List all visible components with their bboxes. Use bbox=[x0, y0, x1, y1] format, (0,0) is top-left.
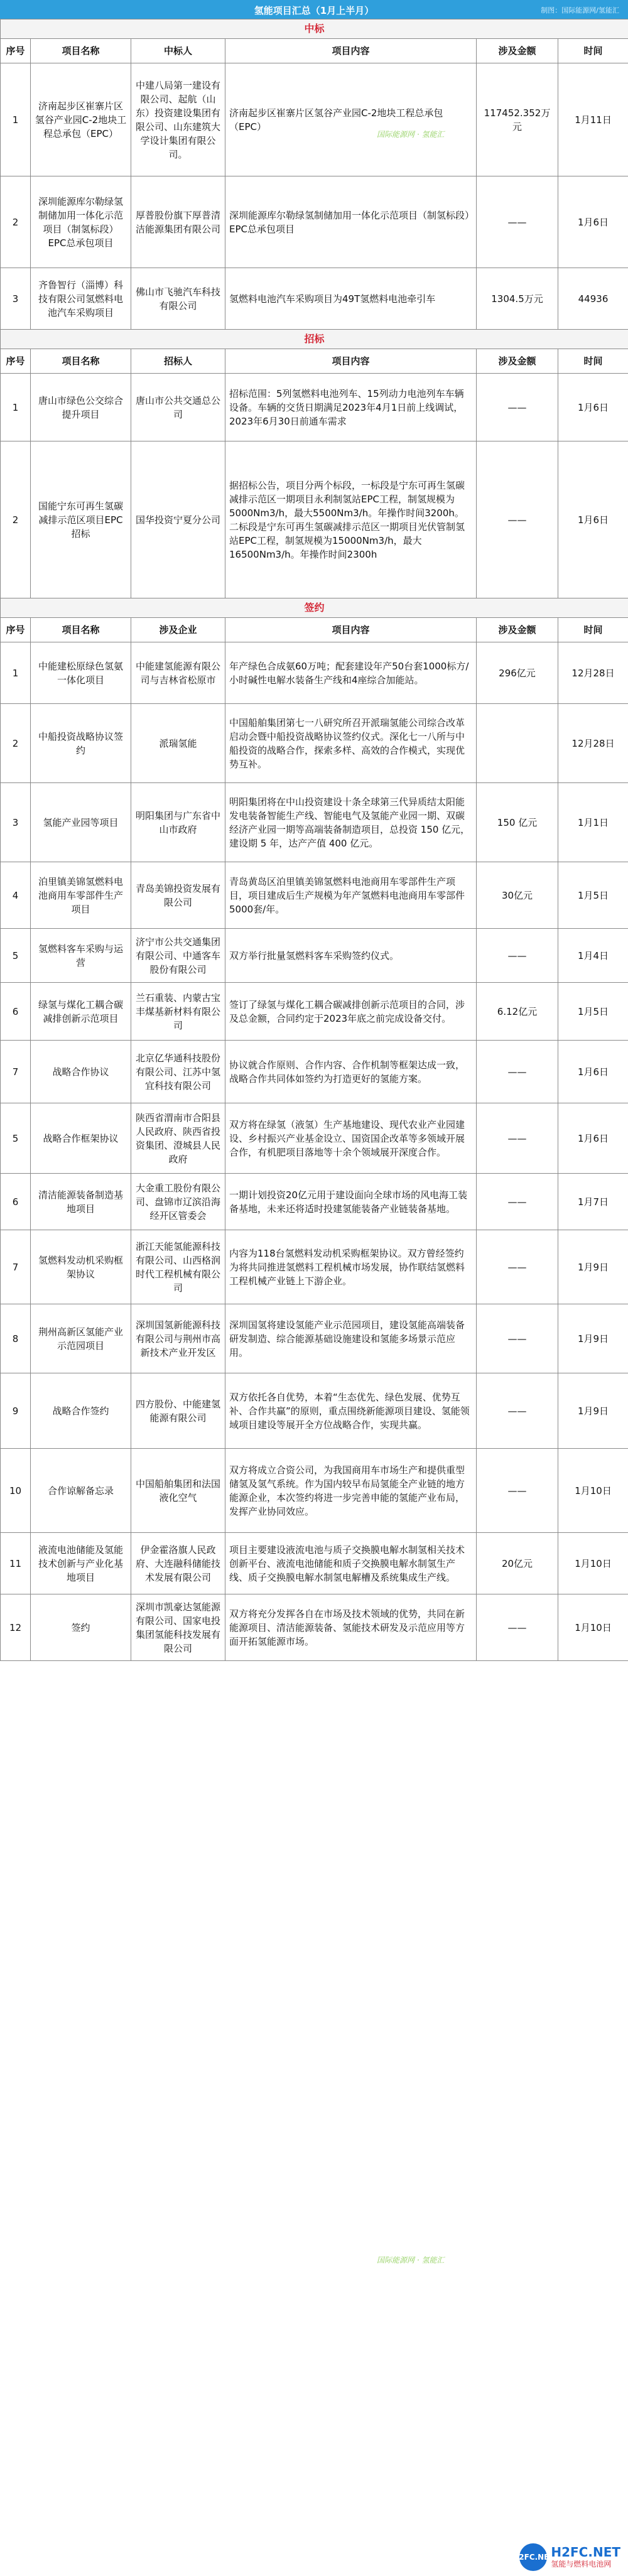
date: 1月10日 bbox=[558, 1533, 628, 1594]
amount: 296亿元 bbox=[477, 642, 558, 704]
party-name: 深圳市凯豪达氢能源有限公司、国家电投集团氢能科技发展有限公司 bbox=[131, 1594, 225, 1661]
table-row bbox=[1, 268, 628, 330]
amount: —— bbox=[477, 1103, 558, 1174]
project-name: 清洁能源装备制造基地项目 bbox=[31, 1174, 131, 1230]
project-name: 合作谅解备忘录 bbox=[31, 1449, 131, 1533]
watermark: 国际能源网 · 氢能汇 bbox=[377, 130, 445, 139]
title-bar bbox=[0, 0, 628, 19]
project-name: 国能宁东可再生氢碳减排示范区项目EPC招标 bbox=[31, 441, 131, 598]
project-name: 战略合作协议 bbox=[31, 1041, 131, 1103]
amount: 150 亿元 bbox=[477, 783, 558, 862]
row-number: 2 bbox=[1, 441, 31, 598]
row-number: 6 bbox=[1, 1174, 31, 1230]
amount: —— bbox=[477, 1373, 558, 1449]
date: 12月28日 bbox=[558, 642, 628, 704]
table-row bbox=[1, 441, 628, 598]
logo-badge: H2FC.NET bbox=[519, 2543, 547, 2571]
party-name: 陕西省渭南市合阳县人民政府、陕西省投资集团、澄城县人民政府 bbox=[131, 1103, 225, 1174]
party-name: 浙江天能氢能源科技有限公司、山西格润时代工程机械有限公司 bbox=[131, 1230, 225, 1304]
column-header: 涉及企业 bbox=[131, 618, 225, 642]
row-number: 4 bbox=[1, 862, 31, 929]
project-name: 氢能产业园等项目 bbox=[31, 783, 131, 862]
date: 12月28日 bbox=[558, 704, 628, 783]
column-header: 项目内容 bbox=[225, 349, 477, 374]
date: 1月9日 bbox=[558, 1373, 628, 1449]
table-row bbox=[1, 929, 628, 983]
column-header: 涉及金额 bbox=[477, 39, 558, 63]
amount: 117452.352万元 bbox=[477, 63, 558, 176]
project-content: 中国船舶集团第七一八研究所召开派瑞氢能公司综合改革启动会暨中船投资战略协议签约仪式。深化七一八所与中船投资的战略合作，探索多样、高效的合作模式，实现优势互补。 bbox=[225, 704, 477, 783]
table-row bbox=[1, 1304, 628, 1373]
party-name: 中能建氢能源有限公司与吉林省松原市 bbox=[131, 642, 225, 704]
row-number: 2 bbox=[1, 176, 31, 268]
column-header: 时间 bbox=[558, 349, 628, 374]
amount: —— bbox=[477, 1230, 558, 1304]
date: 1月6日 bbox=[558, 374, 628, 441]
row-number: 8 bbox=[1, 1304, 31, 1373]
section-header bbox=[1, 598, 628, 618]
amount bbox=[477, 704, 558, 783]
row-number: 11 bbox=[1, 1533, 31, 1594]
party-name: 厚普股份旗下厚普清洁能源集团有限公司 bbox=[131, 176, 225, 268]
projects-table bbox=[0, 19, 628, 1661]
project-name: 泊里镇美锦氢燃料电池商用车零部件生产项目 bbox=[31, 862, 131, 929]
column-header: 涉及金额 bbox=[477, 349, 558, 374]
date: 1月5日 bbox=[558, 862, 628, 929]
column-header: 时间 bbox=[558, 618, 628, 642]
section-title: 招标 bbox=[1, 330, 628, 349]
table-row bbox=[1, 862, 628, 929]
row-number: 5 bbox=[1, 929, 31, 983]
project-name: 深圳能源库尔勒绿氢制储加用一体化示范项目（制氢标段）EPC总承包项目 bbox=[31, 176, 131, 268]
column-header: 涉及金额 bbox=[477, 618, 558, 642]
party-name: 国华投资宁夏分公司 bbox=[131, 441, 225, 598]
project-content: 双方将充分发挥各自在市场及技术领域的优势，共同在新能源项目、清洁能源装备、氢能技术研发及示范应用等方面开拓氢能源市场。 bbox=[225, 1594, 477, 1661]
table-row bbox=[1, 1103, 628, 1174]
date: 1月6日 bbox=[558, 176, 628, 268]
source-credit: 制图：国际能源网/氢能汇 bbox=[541, 6, 619, 14]
site-logo bbox=[512, 2543, 620, 2571]
table-row bbox=[1, 1594, 628, 1661]
amount: —— bbox=[477, 1449, 558, 1533]
table-row bbox=[1, 783, 628, 862]
column-header: 项目内容 bbox=[225, 39, 477, 63]
project-name: 中能建松原绿色氢氨一体化项目 bbox=[31, 642, 131, 704]
project-content: 氢燃料电池汽车采购项目为49T氢燃料电池牵引车 bbox=[225, 268, 477, 330]
amount: —— bbox=[477, 1594, 558, 1661]
party-name: 北京亿华通科技股份有限公司、江苏中氢宜科技有限公司 bbox=[131, 1041, 225, 1103]
project-content: 项目主要建设液流电池与质子交换膜电解水制氢相关技术创新平台、液流电池储能和质子交换膜电解水制氢生产线、质子交换膜电解水制氢电解槽及系统集成生产线。 bbox=[225, 1533, 477, 1594]
date: 44936 bbox=[558, 268, 628, 330]
row-number: 7 bbox=[1, 1230, 31, 1304]
party-name: 中建八局第一建设有限公司、起航（山东）投资建设集团有限公司、山东建筑大学设计集团有限公司。 bbox=[131, 63, 225, 176]
project-name: 济南起步区崔寨片区氢谷产业园C-2地块工程总承包（EPC） bbox=[31, 63, 131, 176]
table-row bbox=[1, 1174, 628, 1230]
project-content: 双方将成立合资公司，为我国商用车市场生产和提供重型储氢及氢气系统。作为国内较早布局氢能全产业链的地方能源企业，本次签约将进一步完善申能的氢能产业布局，发挥产业协同效应。 bbox=[225, 1449, 477, 1533]
amount: —— bbox=[477, 176, 558, 268]
project-name: 唐山市绿色公交综合提升项目 bbox=[31, 374, 131, 441]
amount: 20亿元 bbox=[477, 1533, 558, 1594]
party-name: 济宁市公共交通集团有限公司、中通客车股份有限公司 bbox=[131, 929, 225, 983]
column-header: 项目内容 bbox=[225, 618, 477, 642]
date: 1月9日 bbox=[558, 1304, 628, 1373]
project-content: 内容为118台氢燃料发动机采购框架协议。双方曾经签约为将共同推进氢燃料工程机械市场发展，协作联结氢燃料工程机械产业链上下游企业。 bbox=[225, 1230, 477, 1304]
project-content: 双方依托各自优势，本着“生态优先、绿色发展、优势互补、合作共赢”的原则，重点围绕新能源项目建设、氢能领域项目建设等展开全方位战略合作，实现共赢。 bbox=[225, 1373, 477, 1449]
project-content: 双方举行批量氢燃料客车采购签约仪式。 bbox=[225, 929, 477, 983]
project-content: 招标范围：5列氢燃料电池列车、15列动力电池列车车辆设备。车辆的交货日期满足2023年4月1日前上线调试，2023年6月30日前通车需求 bbox=[225, 374, 477, 441]
date: 1月5日 bbox=[558, 983, 628, 1041]
date: 1月7日 bbox=[558, 1174, 628, 1230]
project-name: 签约 bbox=[31, 1594, 131, 1661]
date: 1月10日 bbox=[558, 1449, 628, 1533]
date: 1月6日 bbox=[558, 1041, 628, 1103]
table-row bbox=[1, 1533, 628, 1594]
row-number: 2 bbox=[1, 704, 31, 783]
project-content: 年产绿色合成氨60万吨；配套建设年产50台套1000标方/小时碱性电解水装备生产线和4座综合加能站。 bbox=[225, 642, 477, 704]
page-title: 氢能项目汇总（1月上半月） bbox=[254, 5, 374, 16]
table-row bbox=[1, 983, 628, 1041]
party-name: 佛山市飞驰汽车科技有限公司 bbox=[131, 268, 225, 330]
party-name: 唐山市公共交通总公司 bbox=[131, 374, 225, 441]
project-content: 深圳能源库尔勒绿氢制储加用一体化示范项目（制氢标段）EPC总承包项目 bbox=[225, 176, 477, 268]
table-row bbox=[1, 63, 628, 176]
amount: —— bbox=[477, 1304, 558, 1373]
project-name: 氢燃料发动机采购框架协议 bbox=[31, 1230, 131, 1304]
party-name: 明阳集团与广东省中山市政府 bbox=[131, 783, 225, 862]
row-number: 7 bbox=[1, 1041, 31, 1103]
row-number: 9 bbox=[1, 1373, 31, 1449]
project-name: 中船投资战略协议签约 bbox=[31, 704, 131, 783]
project-content: 济南起步区崔寨片区氢谷产业园C-2地块工程总承包（EPC） bbox=[225, 63, 477, 176]
table-row bbox=[1, 1230, 628, 1304]
table-row bbox=[1, 642, 628, 704]
project-name: 氢燃料客车采购与运营 bbox=[31, 929, 131, 983]
party-name: 青岛美锦投资发展有限公司 bbox=[131, 862, 225, 929]
row-number: 5 bbox=[1, 1103, 31, 1174]
amount: —— bbox=[477, 374, 558, 441]
column-header: 中标人 bbox=[131, 39, 225, 63]
section-header bbox=[1, 19, 628, 39]
column-header: 项目名称 bbox=[31, 349, 131, 374]
row-number: 12 bbox=[1, 1594, 31, 1661]
amount: —— bbox=[477, 1041, 558, 1103]
project-content: 双方将在绿氢（液氢）生产基地建设、现代农业产业园建设、乡村振兴产业基金设立、国资国企改革等多领域开展合作，有机肥项目落地等十余个领域展开深度合作。 bbox=[225, 1103, 477, 1174]
column-header-row bbox=[1, 39, 628, 63]
project-name: 液流电池储能及氢能技术创新与产业化基地项目 bbox=[31, 1533, 131, 1594]
date: 1月4日 bbox=[558, 929, 628, 983]
row-number: 1 bbox=[1, 642, 31, 704]
column-header-row bbox=[1, 618, 628, 642]
column-header: 招标人 bbox=[131, 349, 225, 374]
project-content: 签订了绿氢与煤化工耦合碳减排创新示范项目的合同，涉及总金额，合同约定于2023年底之前完成设备交付。 bbox=[225, 983, 477, 1041]
amount: 30亿元 bbox=[477, 862, 558, 929]
amount: 6.12亿元 bbox=[477, 983, 558, 1041]
project-name: 绿氢与煤化工耦合碳减排创新示范项目 bbox=[31, 983, 131, 1041]
section-header bbox=[1, 330, 628, 349]
party-name: 大金重工股份有限公司、盘锦市辽滨沿海经开区管委会 bbox=[131, 1174, 225, 1230]
amount: —— bbox=[477, 929, 558, 983]
project-content: 据招标公告，项目分两个标段，一标段是宁东可再生氢碳减排示范区一期项目永利制氢站EPC工程，制氢规模为5000Nm3/h，最大5500Nm3/h。年操作时间3200h。二标段是宁东可再生氢碳减排示范区一期项目光伏管制氢站EPC工程，制氢规模为15000Nm3/h，最大16500Nm3/h。年操作时间2300h bbox=[225, 441, 477, 598]
party-name: 兰石重装、内蒙古宝丰煤基新材料有限公司 bbox=[131, 983, 225, 1041]
column-header-row bbox=[1, 349, 628, 374]
project-name: 荆州高新区氢能产业示范园项目 bbox=[31, 1304, 131, 1373]
project-name: 战略合作签约 bbox=[31, 1373, 131, 1449]
table-row bbox=[1, 704, 628, 783]
project-name: 战略合作框架协议 bbox=[31, 1103, 131, 1174]
table-row bbox=[1, 374, 628, 441]
date: 1月10日 bbox=[558, 1594, 628, 1661]
column-header: 项目名称 bbox=[31, 618, 131, 642]
project-content: 一期计划投资20亿元用于建设面向全球市场的风电海工装备基地，未来还将适时投建氢能装备产业链装备基地。 bbox=[225, 1174, 477, 1230]
date: 1月1日 bbox=[558, 783, 628, 862]
date: 1月9日 bbox=[558, 1230, 628, 1304]
row-number: 3 bbox=[1, 268, 31, 330]
table-row bbox=[1, 1373, 628, 1449]
project-content: 协议就合作原则、合作内容、合作机制等框架达成一致，战略合作共同体如签约为打造更好的氢能方案。 bbox=[225, 1041, 477, 1103]
party-name: 中国船舶集团和法国液化空气 bbox=[131, 1449, 225, 1533]
row-number: 10 bbox=[1, 1449, 31, 1533]
project-content: 青岛黄岛区泊里镇美锦氢燃料电池商用车零部件生产项目，项目建成后生产规模为年产氢燃料电池商用车零部件5000套/年。 bbox=[225, 862, 477, 929]
logo-name: H2FC.NET bbox=[551, 2544, 620, 2560]
section-title: 签约 bbox=[1, 598, 628, 618]
watermark: 国际能源网 · 氢能汇 bbox=[377, 2256, 445, 2265]
column-header: 序号 bbox=[1, 39, 31, 63]
project-name: 齐鲁智行（淄博）科技有限公司氢燃料电池汽车采购项目 bbox=[31, 268, 131, 330]
table-row bbox=[1, 1449, 628, 1533]
table-row bbox=[1, 176, 628, 268]
logo-subtitle: 氢能与燃料电池网 bbox=[551, 2559, 612, 2568]
date: 1月6日 bbox=[558, 441, 628, 598]
column-header: 序号 bbox=[1, 618, 31, 642]
amount: —— bbox=[477, 441, 558, 598]
amount: 1304.5万元 bbox=[477, 268, 558, 330]
row-number: 3 bbox=[1, 783, 31, 862]
project-content: 深圳国氢将建设氢能产业示范园项目，建设氢能高端装备研发制造、综合能源基础设施建设和氢能多场景示范应用。 bbox=[225, 1304, 477, 1373]
column-header: 时间 bbox=[558, 39, 628, 63]
date: 1月11日 bbox=[558, 63, 628, 176]
table-row bbox=[1, 1041, 628, 1103]
party-name: 深圳国氢新能源科技有限公司与荆州市高新技术产业开发区 bbox=[131, 1304, 225, 1373]
project-content: 明阳集团将在中山投资建设十条全球第三代异质结太阳能发电装备智能生产线、智能电气及氢能产业园一期、双碳经济产业园一期等高端装备制造项目，总投资 150 亿元，建设期 5 年，达产产值 400 亿元。 bbox=[225, 783, 477, 862]
row-number: 1 bbox=[1, 374, 31, 441]
column-header: 项目名称 bbox=[31, 39, 131, 63]
party-name: 四方股份、中能建氢能源有限公司 bbox=[131, 1373, 225, 1449]
party-name: 伊金霍洛旗人民政府、大连融科储能技术发展有限公司 bbox=[131, 1533, 225, 1594]
column-header: 序号 bbox=[1, 349, 31, 374]
amount: —— bbox=[477, 1174, 558, 1230]
date: 1月6日 bbox=[558, 1103, 628, 1174]
party-name: 派瑞氢能 bbox=[131, 704, 225, 783]
row-number: 1 bbox=[1, 63, 31, 176]
section-title: 中标 bbox=[1, 19, 628, 39]
row-number: 6 bbox=[1, 983, 31, 1041]
